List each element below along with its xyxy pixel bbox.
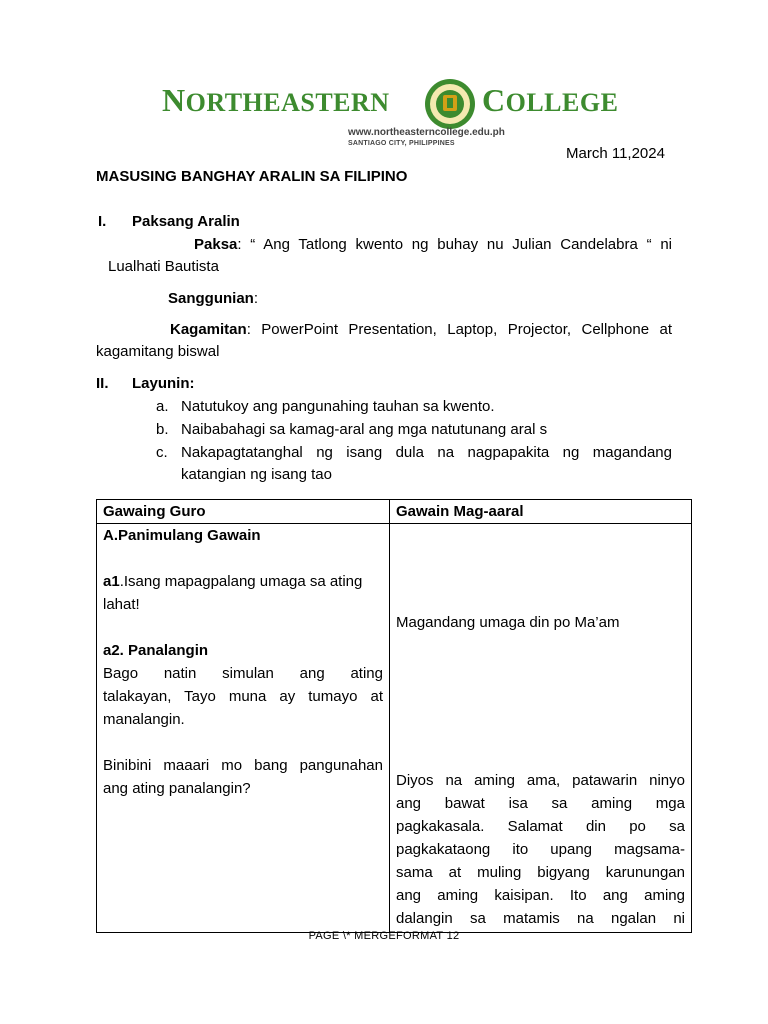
objective-text: Natutukoy ang pangunahing tauhan sa kwento. — [181, 398, 495, 415]
page-footer: PAGE \* MERGEFORMAT 12 — [308, 930, 460, 942]
prayer-line: ang aming kaisipan. Ito ang aming — [396, 887, 685, 904]
kagamitan-label: Kagamitan — [170, 321, 247, 338]
document-title: MASUSING BANGHAY ARALIN SA FILIPINO — [96, 168, 408, 185]
a1-text-cont: lahat! — [103, 596, 140, 613]
a1-label: a1 — [103, 573, 120, 590]
a2-text-line: Bago natin simulan ang ating — [103, 665, 383, 682]
objective-letter: b. — [156, 421, 169, 438]
objective-text: Nakapagtatanghal ng isang dula na nagpapakita ng magandang — [181, 444, 672, 461]
a2-text-line: talakayan, Tayo muna ay tumayo at — [103, 688, 383, 705]
objective-text: Naibabahagi sa kamag-aral ang mga natutunang aral s — [181, 421, 548, 438]
sanggunian-text: : — [253, 290, 259, 307]
a2-panalangin-heading: a2. Panalangin — [103, 642, 209, 659]
mag-aaral-cell — [390, 524, 692, 933]
table-header-row — [97, 500, 692, 524]
a2-text-line: manalangin. — [103, 711, 185, 728]
objective-letter: a. — [156, 398, 169, 415]
logo-right-text: COLLEGE — [482, 82, 619, 118]
prayer-line: pagkakasala. Salamat din po sa — [396, 818, 685, 835]
sanggunian-label: Sanggunian — [168, 290, 254, 307]
col-header-gawain-mag-aaral: Gawain Mag-aaral — [390, 500, 692, 524]
website-url: www.northeasterncollege.edu.ph — [348, 127, 505, 138]
prayer-line: dalangin sa matamis na ngalan ni — [396, 910, 685, 927]
panimulang-gawain-heading: A.Panimulang Gawain — [103, 527, 261, 544]
prayer-line: ang bawat isa sa aming mga — [396, 795, 685, 812]
sanggunian-line — [168, 288, 258, 310]
col-header-gawaing-guro: Gawaing Guro — [97, 500, 390, 524]
section1-heading: Paksang Aralin — [132, 213, 240, 230]
student-prayer — [396, 769, 685, 930]
college-seal-icon — [424, 78, 476, 130]
kagamitan-text-cont: kagamitang biswal — [96, 343, 220, 360]
kagamitan-text: : PowerPoint Presentation, Laptop, Projector, Cellphone at — [246, 321, 672, 338]
a1-line — [103, 570, 383, 593]
question-line: ang ating panalangin? — [103, 780, 251, 797]
paksa-author: Lualhati Bautista — [108, 258, 219, 275]
paksa-text: : “ Ang Tatlong kwento ng buhay nu Julian Candelabra “ ni — [237, 236, 672, 253]
prayer-line: pagkakataong ito upang magsama- — [396, 841, 685, 858]
objective-letter: c. — [156, 444, 168, 461]
question-line: Binibini maaari mo bang pangunahan — [103, 757, 383, 774]
section2-number: II. — [96, 375, 109, 392]
prayer-line: sama at muling bigyang karunungan — [396, 864, 685, 881]
college-website — [348, 127, 505, 149]
table-row — [97, 524, 692, 933]
student-reply: Magandang umaga din po Ma’am — [396, 614, 620, 631]
logo-left-text: NORTHEASTERN — [162, 82, 390, 118]
prayer-line: Diyos na aming ama, patawarin ninyo — [396, 772, 685, 789]
section1-number: I. — [98, 213, 107, 230]
document-date: March 11,2024 — [566, 145, 665, 162]
section2-heading: Layunin: — [132, 375, 195, 392]
a1-text: .Isang mapagpalang umaga sa ating — [119, 573, 363, 590]
paksa-line — [194, 234, 672, 256]
objective-text-cont: katangian ng isang tao — [181, 466, 332, 483]
paksa-label: Paksa — [194, 236, 238, 253]
kagamitan-line — [170, 319, 672, 341]
lesson-plan-table — [96, 499, 692, 933]
college-location: SANTIAGO CITY, PHILIPPINES — [348, 140, 455, 147]
guro-cell — [97, 524, 390, 933]
